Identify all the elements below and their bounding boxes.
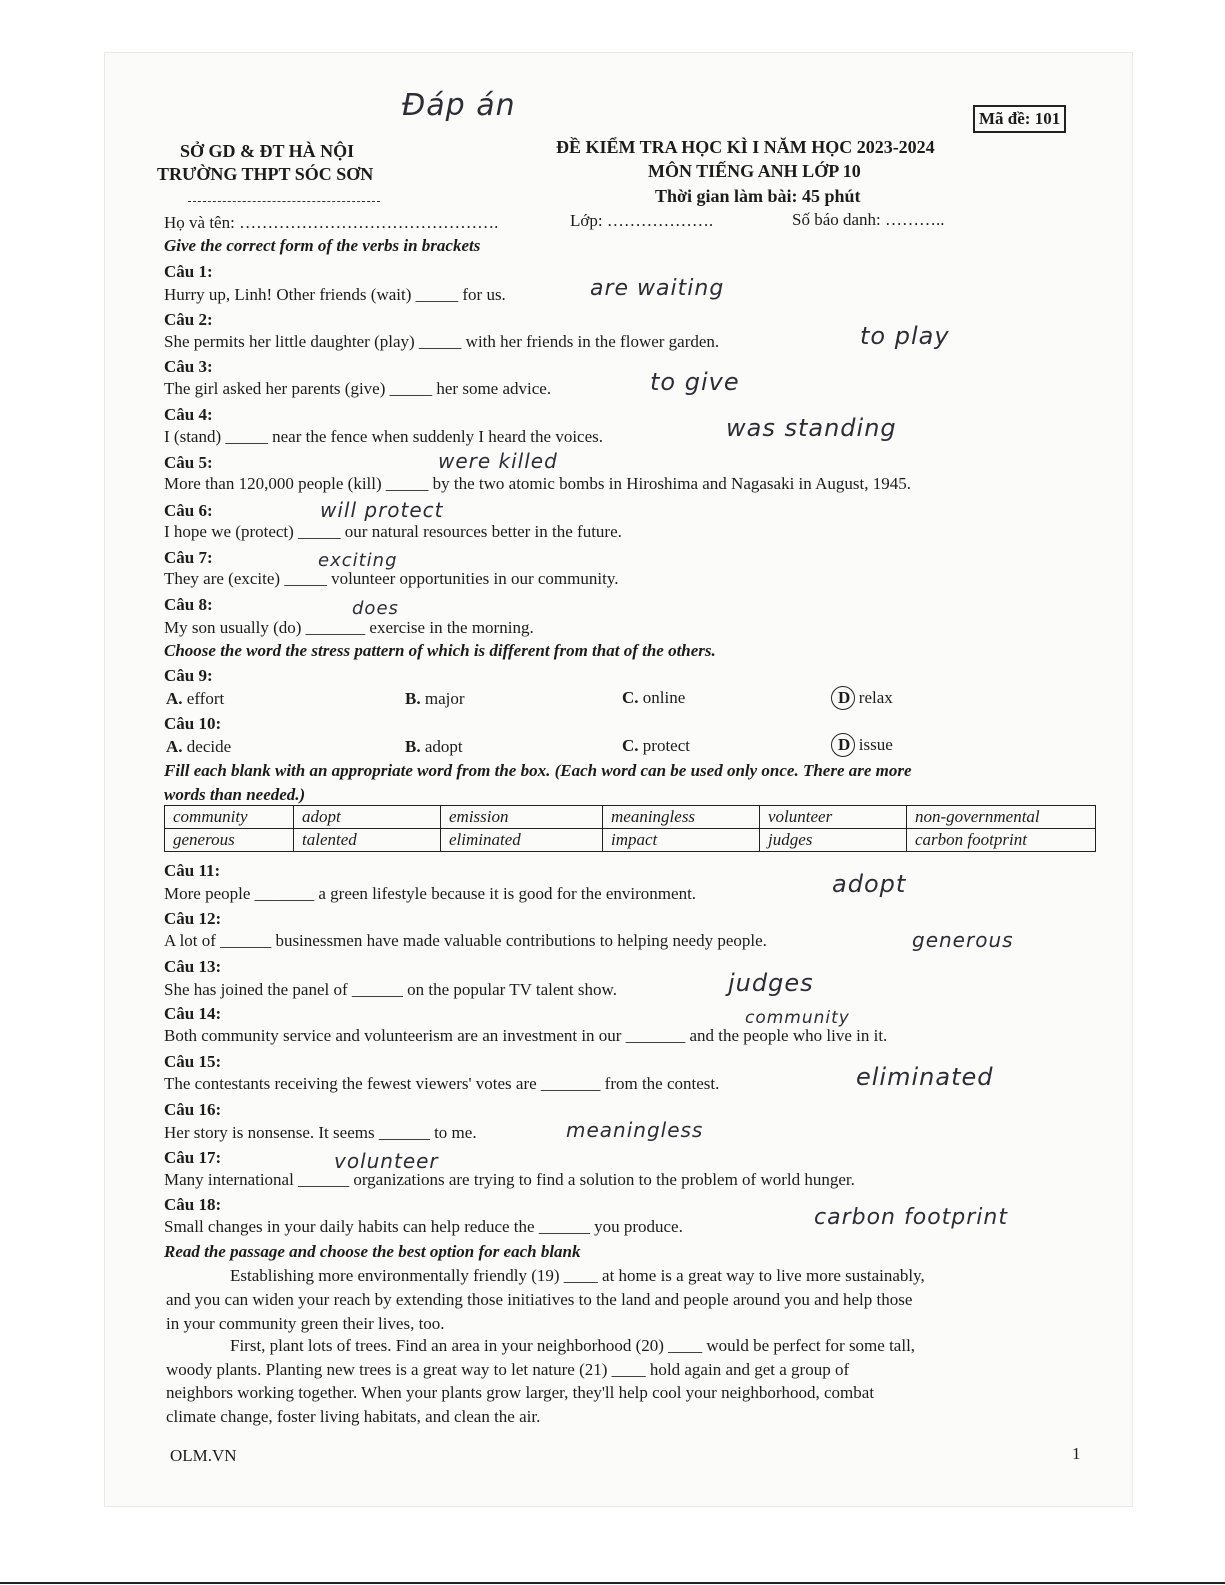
word-cell: eliminated [441,829,603,852]
handwritten-answer: eliminated [856,1063,994,1091]
passage-line: woody plants. Planting new trees is a great way to let nature (21) ____ hold again and get a group of [166,1360,850,1379]
answer-option: C. online [622,688,686,707]
question-text: My son usually (do) _______ exercise in the morning. [164,618,534,637]
student-id-line: Số báo danh: ……….. [792,210,945,229]
handwritten-answer: carbon footprint [814,1205,1008,1230]
question-label: Câu 18: [164,1195,222,1214]
word-cell: impact [603,829,760,852]
handwritten-answer: meaningless [566,1118,704,1142]
school-name: TRƯỜNG THPT SÓC SƠN [157,164,374,184]
answer-option-selected: D relax [838,688,893,707]
exam-title: ĐỀ KIỂM TRA HỌC KÌ I NĂM HỌC 2023-2024 [556,137,935,157]
handwritten-answer: adopt [832,870,907,898]
question-text: Small changes in your daily habits can help reduce the ______ you produce. [164,1217,683,1236]
word-box-row [165,829,1096,852]
question-label: Câu 17: [164,1148,222,1167]
section3-instruction-cont: words than needed.) [164,785,306,804]
exam-code-box: Mã đề: 101 [973,105,1066,133]
handwritten-answer: does [352,598,399,619]
question-label: Câu 16: [164,1100,222,1119]
question-text: More than 120,000 people (kill) _____ by the two atomic bombs in Hiroshima and Nagasaki in August, 1945. [164,474,911,493]
question-label: Câu 5: [164,453,213,472]
answer-option: B. adopt [405,737,463,756]
passage-line: neighbors working together. When your plants grow larger, they'll help cool your neighborhood, combat [166,1383,875,1402]
question-label: Câu 7: [164,548,213,567]
question-text: Both community service and volunteerism are an investment in our _______ and the people who live in it. [164,1026,888,1045]
handwritten-answer: community [745,1008,850,1028]
word-cell: meaningless [603,806,760,829]
answer-option-selected: D issue [838,735,893,754]
question-text: The contestants receiving the fewest viewers' votes are _______ from the contest. [164,1074,720,1093]
question-text: Hurry up, Linh! Other friends (wait) _____ for us. [164,285,506,304]
header-divider [188,201,380,202]
passage-line: and you can widen your reach by extending those initiatives to the land and people around you and help those [166,1290,913,1309]
name-field-line: Họ và tên: ………………………………………. [164,213,499,232]
section3-instruction: Fill each blank with an appropriate word from the box. (Each word can be used only once. There are more [164,761,912,780]
section1-instruction: Give the correct form of the verbs in brackets [164,236,481,255]
word-cell: carbon footprint [907,829,1096,852]
answer-option: C. protect [622,736,690,755]
word-cell: generous [165,829,294,852]
page-bottom-border [0,1582,1225,1584]
duration-text: Thời gian làm bài: 45 phút [655,186,861,206]
question-label: Câu 14: [164,1004,222,1023]
question-text: Many international ______ organizations are trying to find a solution to the problem of world hunger. [164,1170,855,1189]
footer-source: OLM.VN [170,1446,237,1465]
section4-instruction: Read the passage and choose the best option for each blank [164,1242,581,1261]
question-text: They are (excite) _____ volunteer opportunities in our community. [164,569,619,588]
page-number: 1 [1072,1444,1081,1463]
question-text: I hope we (protect) _____ our natural resources better in the future. [164,522,622,541]
word-cell: judges [760,829,907,852]
handwritten-answer: are waiting [590,276,725,301]
handwritten-answer: generous [912,928,1014,952]
department-name: SỞ GD & ĐT HÀ NỘI [180,141,355,161]
handwritten-answer: volunteer [334,1149,439,1173]
section2-instruction: Choose the word the stress pattern of which is different from that of the others. [164,641,716,660]
question-label: Câu 10: [164,714,222,733]
question-text: Her story is nonsense. It seems ______ to me. [164,1123,477,1142]
answer-option: B. major [405,689,465,708]
passage-line: First, plant lots of trees. Find an area in your neighborhood (20) ____ would be perfect for some tall, [230,1336,916,1355]
question-text: She permits her little daughter (play) _____ with her friends in the flower garden. [164,332,720,351]
passage-line: climate change, foster living habitats, and clean the air. [166,1407,541,1426]
question-label: Câu 12: [164,909,222,928]
handwritten-answer: was standing [726,414,897,442]
class-field-line: Lớp: ………………. [570,211,714,230]
word-cell: adopt [294,806,441,829]
handwritten-answer: to give [650,368,740,396]
question-text: She has joined the panel of ______ on the popular TV talent show. [164,980,617,999]
question-label: Câu 4: [164,405,213,424]
word-cell: volunteer [760,806,907,829]
handwritten-answer: to play [860,322,950,350]
passage-line: in your community green their lives, too. [166,1314,445,1333]
word-cell: community [165,806,294,829]
passage-line: Establishing more environmentally friendly (19) ____ at home is a great way to live more sustainably, [230,1266,925,1285]
handwritten-answer: exciting [318,550,398,571]
answer-option: A. decide [166,737,232,756]
question-label: Câu 11: [164,861,221,880]
question-label: Câu 2: [164,310,213,329]
question-label: Câu 15: [164,1052,222,1071]
subject-title: MÔN TIẾNG ANH LỚP 10 [648,161,861,181]
word-box-row [165,806,1096,829]
question-label: Câu 9: [164,666,213,685]
question-label: Câu 1: [164,262,213,281]
word-cell: non-governmental [907,806,1096,829]
question-label: Câu 6: [164,501,213,520]
handwritten-answer: were killed [438,449,558,473]
handwritten-title: Đáp án [402,88,516,123]
handwritten-answer: judges [728,969,814,997]
handwritten-answer: will protect [320,498,444,522]
question-label: Câu 3: [164,357,213,376]
word-cell: emission [441,806,603,829]
question-label: Câu 13: [164,957,222,976]
question-text: More people _______ a green lifestyle because it is good for the environment. [164,884,697,903]
answer-option: A. effort [166,689,225,708]
word-cell: talented [294,829,441,852]
question-label: Câu 8: [164,595,213,614]
question-text: The girl asked her parents (give) _____ her some advice. [164,379,552,398]
question-text: I (stand) _____ near the fence when suddenly I heard the voices. [164,427,604,446]
word-box [164,805,1096,852]
question-text: A lot of ______ businessmen have made valuable contributions to helping needy people. [164,931,767,950]
